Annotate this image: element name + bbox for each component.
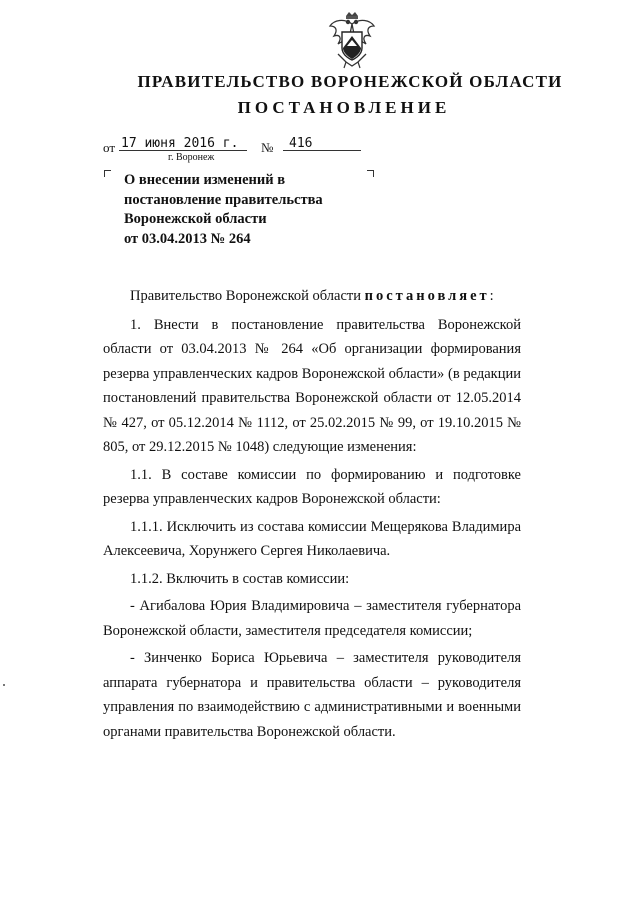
government-title: ПРАВИТЕЛЬСТВО ВОРОНЕЖСКОЙ ОБЛАСТИ <box>137 72 563 91</box>
document-subject <box>124 171 364 249</box>
document-type-title: ПОСТАНОВЛЕНИЕ <box>237 98 451 117</box>
paragraph-member-2: - Зинченко Бориса Юрьевича – заместителя руководителя аппарата губернатора и правительства области – руководителя управления по взаимодействию с административными и военными органами правительства Воронежской области. <box>103 650 521 740</box>
resolves-word: постановляет <box>364 288 490 304</box>
paragraph-member-1: - Агибалова Юрия Владимировича – заместителя губернатора Воронежской области, заместителя председателя комиссии; <box>103 598 521 639</box>
subject-line: Воронежской области <box>124 211 267 227</box>
subject-corner-left <box>104 170 111 177</box>
date-from-label: от <box>103 140 116 155</box>
subject-line: постановление правительства <box>124 191 323 208</box>
paragraph-1: 1. Внести в постановление правительства Воронежской области от 03.04.2013 № 264 «Об организации формирования резерва управленческих кадров Воронежской области» (в редакции постановлений правительства Воронежской области от 12.05.2014 № 427, от 05.12.2014 № 1112, от 25.02.2015 № 99, от 19.10.2015 № 805, от 29.12.2015 № 1048) следующие изменения: <box>103 316 521 455</box>
intro-end: : <box>489 288 494 304</box>
document-number: 416 <box>283 136 361 151</box>
document-date: 17 июня 2016 г. <box>119 136 247 151</box>
subject-line: О внесении изменений в <box>124 172 286 188</box>
document-body <box>103 284 521 747</box>
paragraph-1-1: 1.1. В составе комиссии по формированию и подготовке резерва управленческих кадров Воронежской области: <box>103 466 521 507</box>
intro-paragraph <box>103 284 521 309</box>
subject-line: от 03.04.2013 № 264 <box>124 230 251 247</box>
intro-text: Правительство Воронежской области <box>130 288 365 304</box>
scan-artifact <box>3 684 5 686</box>
paragraph-1-1-1: 1.1.1. Исключить из состава комиссии Мещерякова Владимира Алексеевича, Хорунжего Сергея Николаевича. <box>103 518 521 559</box>
city-label: г. Воронеж <box>168 152 215 163</box>
subject-corner-right <box>367 170 374 177</box>
coat-of-arms-icon <box>324 10 380 70</box>
date-number-line <box>103 136 363 156</box>
paragraph-1-1-2: 1.1.2. Включить в состав комиссии: <box>130 570 350 587</box>
number-label: № <box>261 140 274 155</box>
